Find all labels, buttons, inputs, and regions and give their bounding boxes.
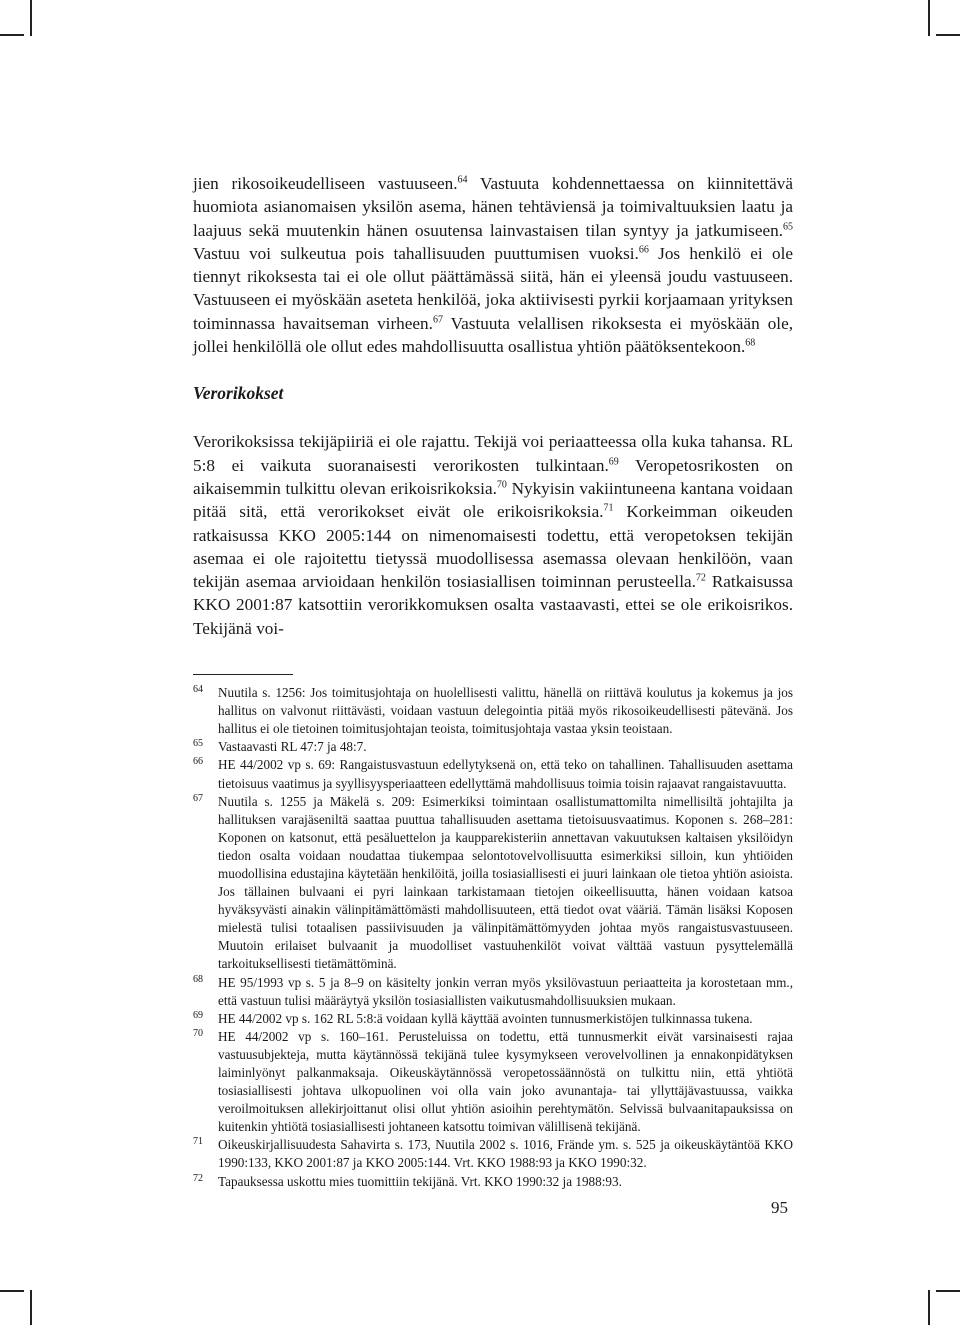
footnote-68 — [193, 974, 793, 1010]
footnote-text: Vastaavasti RL 47:7 ja 48:7. — [218, 739, 367, 755]
footnote-text: Tapauksessa uskottu mies tuomittiin tekijänä. Vrt. KKO 1990:32 ja 1988:93. — [218, 1173, 622, 1189]
footnote-67 — [193, 793, 793, 974]
body-text — [193, 172, 793, 640]
crop-mark-top-right-v — [928, 0, 930, 36]
footnote-number: 69 — [193, 1009, 203, 1021]
page-number: 95 — [771, 1198, 788, 1217]
footnote-reference: 69 — [608, 455, 619, 467]
footnote-text: HE 95/1993 vp s. 5 ja 8–9 on käsitelty jonkin verran myös yksilövastuun periaatteita ja korostetaan mm., että vastuun tulisi määräytyä yksilön tosiasiallisten vaikutusmahdollisuuksien mukaan. — [218, 974, 793, 1008]
footnote-separator — [193, 674, 293, 675]
footnote-66 — [193, 756, 793, 792]
crop-mark-bottom-right-h — [936, 1290, 960, 1292]
footnote-65 — [193, 738, 793, 756]
page-content — [193, 172, 793, 1191]
footnote-number: 67 — [193, 792, 203, 804]
crop-mark-bottom-left-v — [30, 1290, 32, 1325]
crop-mark-top-right-h — [936, 34, 960, 36]
footnotes — [193, 684, 793, 1191]
footnote-number: 72 — [193, 1172, 203, 1184]
footnote-reference: 72 — [695, 572, 706, 584]
footnote-text: HE 44/2002 vp s. 69: Rangaistusvastuun edellytyksenä on, että teko on tahallinen. Tahallisuuden asettama tietoisuus vaatimus ja syyllisyysperiaatteen edellyttämä mahdollisuus toimia toisin rajaavat rangaistavuutta. — [218, 757, 793, 791]
footnote-number: 66 — [193, 756, 203, 768]
footnote-text: HE 44/2002 vp s. 160–161. Perusteluissa on todettu, että tunnusmerkit eivät varsinaisesti rajaa vastuusubjekteja, mutta käytännössä tekijänä tulee kysymykseen verovelvollinen ja ennakonpidätyksen laiminlyönyt palkanmaksaja. Oikeuskäytännössä veropetossäännöstä on tulkittu niin, että yhtiötä tosiasiallisesti johtava ulkopuolinen voi olla vain joko avunantaja- tai yllyttäjävastuussa, vaikka veroilmoituksen allekirjoittanut olisi ollut yhtiön asioihin perehtymätön. Selvissä bulvaanitapauksissa on kuitenkin yhtiötä tosiasiallisesti johtaneen katsottu toimivan välillisenä tekijänä. — [218, 1028, 793, 1135]
footnote-reference: 67 — [432, 314, 443, 326]
footnote-number: 64 — [193, 684, 203, 696]
footnote-text: HE 44/2002 vp s. 162 RL 5:8:ä voidaan kyllä käyttää avointen tunnusmerkistöjen tulkinnassa tukena. — [218, 1010, 753, 1026]
footnote-number: 68 — [193, 973, 203, 985]
footnote-70 — [193, 1028, 793, 1137]
footnote-reference: 66 — [638, 244, 649, 256]
paragraph-2: Verorikoksissa tekijäpiiriä ei ole rajattu. Tekijä voi periaatteessa olla kuka tahansa. RL 5:8 ei vaikuta suoranaisesti verorikosten tulkintaan.$^{69}$ Veropetosrikosten on aikaisemmin tulkittu olevan erikoisrikoksia.$^{70}$ Nykyisin vakiintuneena kantana voidaan pitää sitä, että verorikokset eivät ole erikoisrikoksia.$^{71}$ Korkeimman oikeuden ratkaisussa KKO 2005:144 on nimenomaisesti todettu, että veropetoksen tekijän asemaa ei ole rajoitettu tietyssä muodollisessa asemassa olevaan henkilöön, vaan tekijän asemaa arvioidaan henkilön tosiasiallisen toiminnan perusteella.$^{72}$ Ratkaisussa KKO 2001:87 katsottiin verorikkomuksen osalta vastaavasti, ettei se ole erikoisrikos. Tekijänä voi- — [193, 432, 793, 638]
footnote-number: 70 — [193, 1027, 203, 1039]
footnote-number: 65 — [193, 738, 203, 750]
footnote-71 — [193, 1136, 793, 1172]
footnote-text: Oikeuskirjallisuudesta Sahavirta s. 173, Nuutila 2002 s. 1016, Frände ym. s. 525 ja oikeuskäytäntöä KKO 1990:133, KKO 2001:87 ja KKO 2005:144. Vrt. KKO 1988:93 ja KKO 1990:32. — [218, 1137, 793, 1171]
crop-mark-bottom-right-v — [928, 1290, 930, 1325]
footnote-text: Nuutila s. 1255 ja Mäkelä s. 209: Esimerkiksi toimintaan osallistumattomilta nimellisiltä johtajilta ja hallituksen varajäseniltä saattaa puuttua tahallisuuden asettama tietoisuusvaatimus. Koponen s. 268–281: Koponen on katsonut, että pesäluettelon ja kaupparekisteriin annettavan vakuutuksen kaltaisen yksilöidyn tiedon osalta voidaan noudattaa tiukempaa selontotovelvollisuutta esimerkiksi silloin, kun yhtiöiden muodollisina edustajina käytetään henkilöitä, joilla tosiasiallisesti ei juuri lainkaan ole tietoa yhtiön asioista. Jos tällainen bulvaani ei pyri lainkaan tarkistamaan tietojen oikeellisuutta, hänen voidaan katsoa hyväksyvästi ainakin välinpitämättömästi mahdollisuuteen, että tiedot ovat vääriä. Tämän lisäksi Koposen mielestä tulisi totaalisen passiivisuuden ja välinpitämättömyyden johtaa myös rangaistusvastuuseen. Muutoin erilaiset bulvaanit ja muodolliset vastuuhenkilöt voivat välttää vastuun pysyttelemällä tarkoituksellisesti tietämättöminä. — [218, 793, 793, 972]
footnote-reference: 64 — [457, 174, 468, 186]
paragraph-1: jien rikosoikeudelliseen vastuuseen.$^{64}$ Vastuuta kohdennettaessa on kiinnitettävä huomiota asianomaisen yksilön asema, hänen tehtäviensä ja toimivaltuuksien laatu ja laajuus sekä muutenkin hänen osuutensa lainvastaisen tilan syntyy ja jatkumiseen.$^{65}$ Vastuu voi sulkeutua pois tahallisuuden puuttumisen vuoksi.$^{66}$ Jos henkilö ei ole tiennyt rikoksesta tai ei ole ollut päättämässä siitä, hän ei yleensä joudu vastuuseen. Vastuuseen ei myöskään aseteta henkilöä, joka aktiivisesti pyrkii korjaamaan yrityksen toiminnassa havaitseman virheen.$^{67}$ Vastuuta velallisen rikoksesta ei myöskään ole, jollei henkilöllä ole ollut edes mahdollisuutta osallistua yhtiön päätöksentekoon.$^{68}$ — [193, 174, 793, 357]
footnote-reference: 71 — [603, 502, 614, 514]
footnote-64 — [193, 684, 793, 738]
footnote-text: Nuutila s. 1256: Jos toimitusjohtaja on huolellisesti valittu, hänellä on riittävä koulutus ja kokemus ja jos hallitus on valvonut riittävästi, voidaan vastuun delegointia pitää myös rikosoikeudellisesti pätevänä. Jos hallitus ei ole tietoinen toimitusjohtajan teoista, toimitusjohtaja vastaa yksin teoistaan. — [218, 685, 793, 737]
footnote-reference: 70 — [496, 479, 507, 491]
crop-mark-bottom-left-h — [0, 1290, 24, 1292]
footnote-reference: 65 — [783, 220, 793, 232]
crop-mark-top-left-h — [0, 34, 24, 36]
footnote-reference: 68 — [745, 337, 756, 349]
section-heading: Verorikokset — [193, 383, 284, 404]
footnote-69 — [193, 1010, 793, 1028]
footnote-number: 71 — [193, 1136, 203, 1148]
crop-mark-top-left-v — [30, 0, 32, 36]
footnote-72 — [193, 1173, 793, 1191]
